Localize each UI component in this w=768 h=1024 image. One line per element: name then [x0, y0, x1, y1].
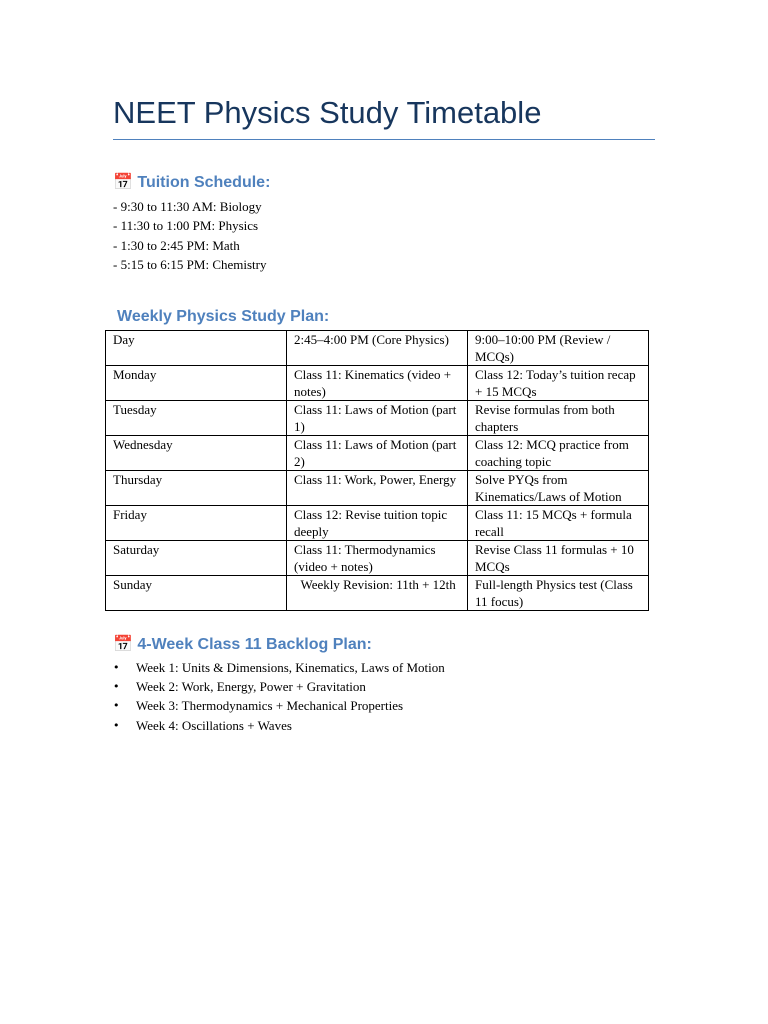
- tuition-schedule-list: [113, 197, 266, 274]
- weekly-plan-table: [105, 330, 649, 611]
- table-cell: Friday: [106, 506, 287, 541]
- table-cell: Weekly Revision: 11th + 12th: [287, 576, 468, 611]
- title-underline: [113, 139, 655, 140]
- tuition-schedule-heading: 📅 Tuition Schedule:: [113, 174, 271, 191]
- table-cell: Saturday: [106, 541, 287, 576]
- backlog-plan-list: [113, 658, 445, 735]
- table-row: [106, 471, 649, 506]
- list-item-text: Week 1: Units & Dimensions, Kinematics, Laws of Motion: [136, 660, 445, 675]
- table-cell: Wednesday: [106, 436, 287, 471]
- table-cell: Class 11: Laws of Motion (part 2): [287, 436, 468, 471]
- tuition-item: - 1:30 to 2:45 PM: Math: [113, 237, 240, 253]
- table-row: [106, 541, 649, 576]
- tuition-item: - 9:30 to 11:30 AM: Biology: [113, 199, 262, 214]
- bullet-icon: •: [113, 661, 120, 674]
- bullet-icon: •: [113, 680, 120, 694]
- list-item-text: Week 4: Oscillations + Waves: [136, 717, 292, 733]
- table-cell: Revise formulas from both chapters: [468, 401, 649, 436]
- table-cell: Class 12: MCQ practice from coaching topic: [468, 436, 649, 471]
- table-cell: 2:45–4:00 PM (Core Physics): [287, 331, 468, 366]
- table-row: [106, 331, 649, 366]
- list-item: [113, 658, 445, 677]
- bullet-icon: •: [113, 699, 120, 713]
- table-cell: Class 11: Work, Power, Energy: [287, 471, 468, 506]
- table-cell: Class 11: Kinematics (video + notes): [287, 366, 468, 401]
- table-row: [106, 576, 649, 611]
- tuition-item: - 11:30 to 1:00 PM: Physics: [113, 218, 259, 234]
- table-cell: Class 11: Laws of Motion (part 1): [287, 401, 468, 436]
- table-cell: Class 11: 15 MCQs + formula recall: [468, 506, 649, 541]
- table-cell: 9:00–10:00 PM (Review / MCQs): [468, 331, 649, 366]
- bullet-icon: •: [113, 718, 120, 732]
- table-cell: Monday: [106, 366, 287, 401]
- table-cell: Sunday: [106, 576, 287, 611]
- table-cell: Tuesday: [106, 401, 287, 436]
- table-row: [106, 506, 649, 541]
- list-item: [113, 677, 445, 696]
- table-cell: Thursday: [106, 471, 287, 506]
- table-cell: Solve PYQs from Kinematics/Laws of Motion: [468, 471, 649, 506]
- tuition-item: - 5:15 to 6:15 PM: Chemistry: [113, 256, 267, 272]
- list-item-text: Week 2: Work, Energy, Power + Gravitation: [136, 679, 366, 695]
- backlog-plan-heading: 📅 4-Week Class 11 Backlog Plan:: [113, 636, 372, 653]
- table-cell: Full-length Physics test (Class 11 focus): [468, 576, 649, 611]
- table-row: [106, 401, 649, 436]
- table-row: [106, 366, 649, 401]
- table-cell: Day: [106, 331, 287, 366]
- table-cell: Class 12: Revise tuition topic deeply: [287, 506, 468, 541]
- weekly-plan-heading: Weekly Physics Study Plan:: [117, 308, 330, 325]
- list-item: [113, 696, 445, 715]
- table-cell: Revise Class 11 formulas + 10 MCQs: [468, 541, 649, 576]
- list-item-text: Week 3: Thermodynamics + Mechanical Properties: [136, 698, 404, 714]
- document-title: NEET Physics Study Timetable: [113, 95, 542, 130]
- table-cell: Class 12: Today’s tuition recap + 15 MCQs: [468, 366, 649, 401]
- table-cell: Class 11: Thermodynamics (video + notes): [287, 541, 468, 576]
- table-row: [106, 436, 649, 471]
- list-item: [113, 716, 445, 735]
